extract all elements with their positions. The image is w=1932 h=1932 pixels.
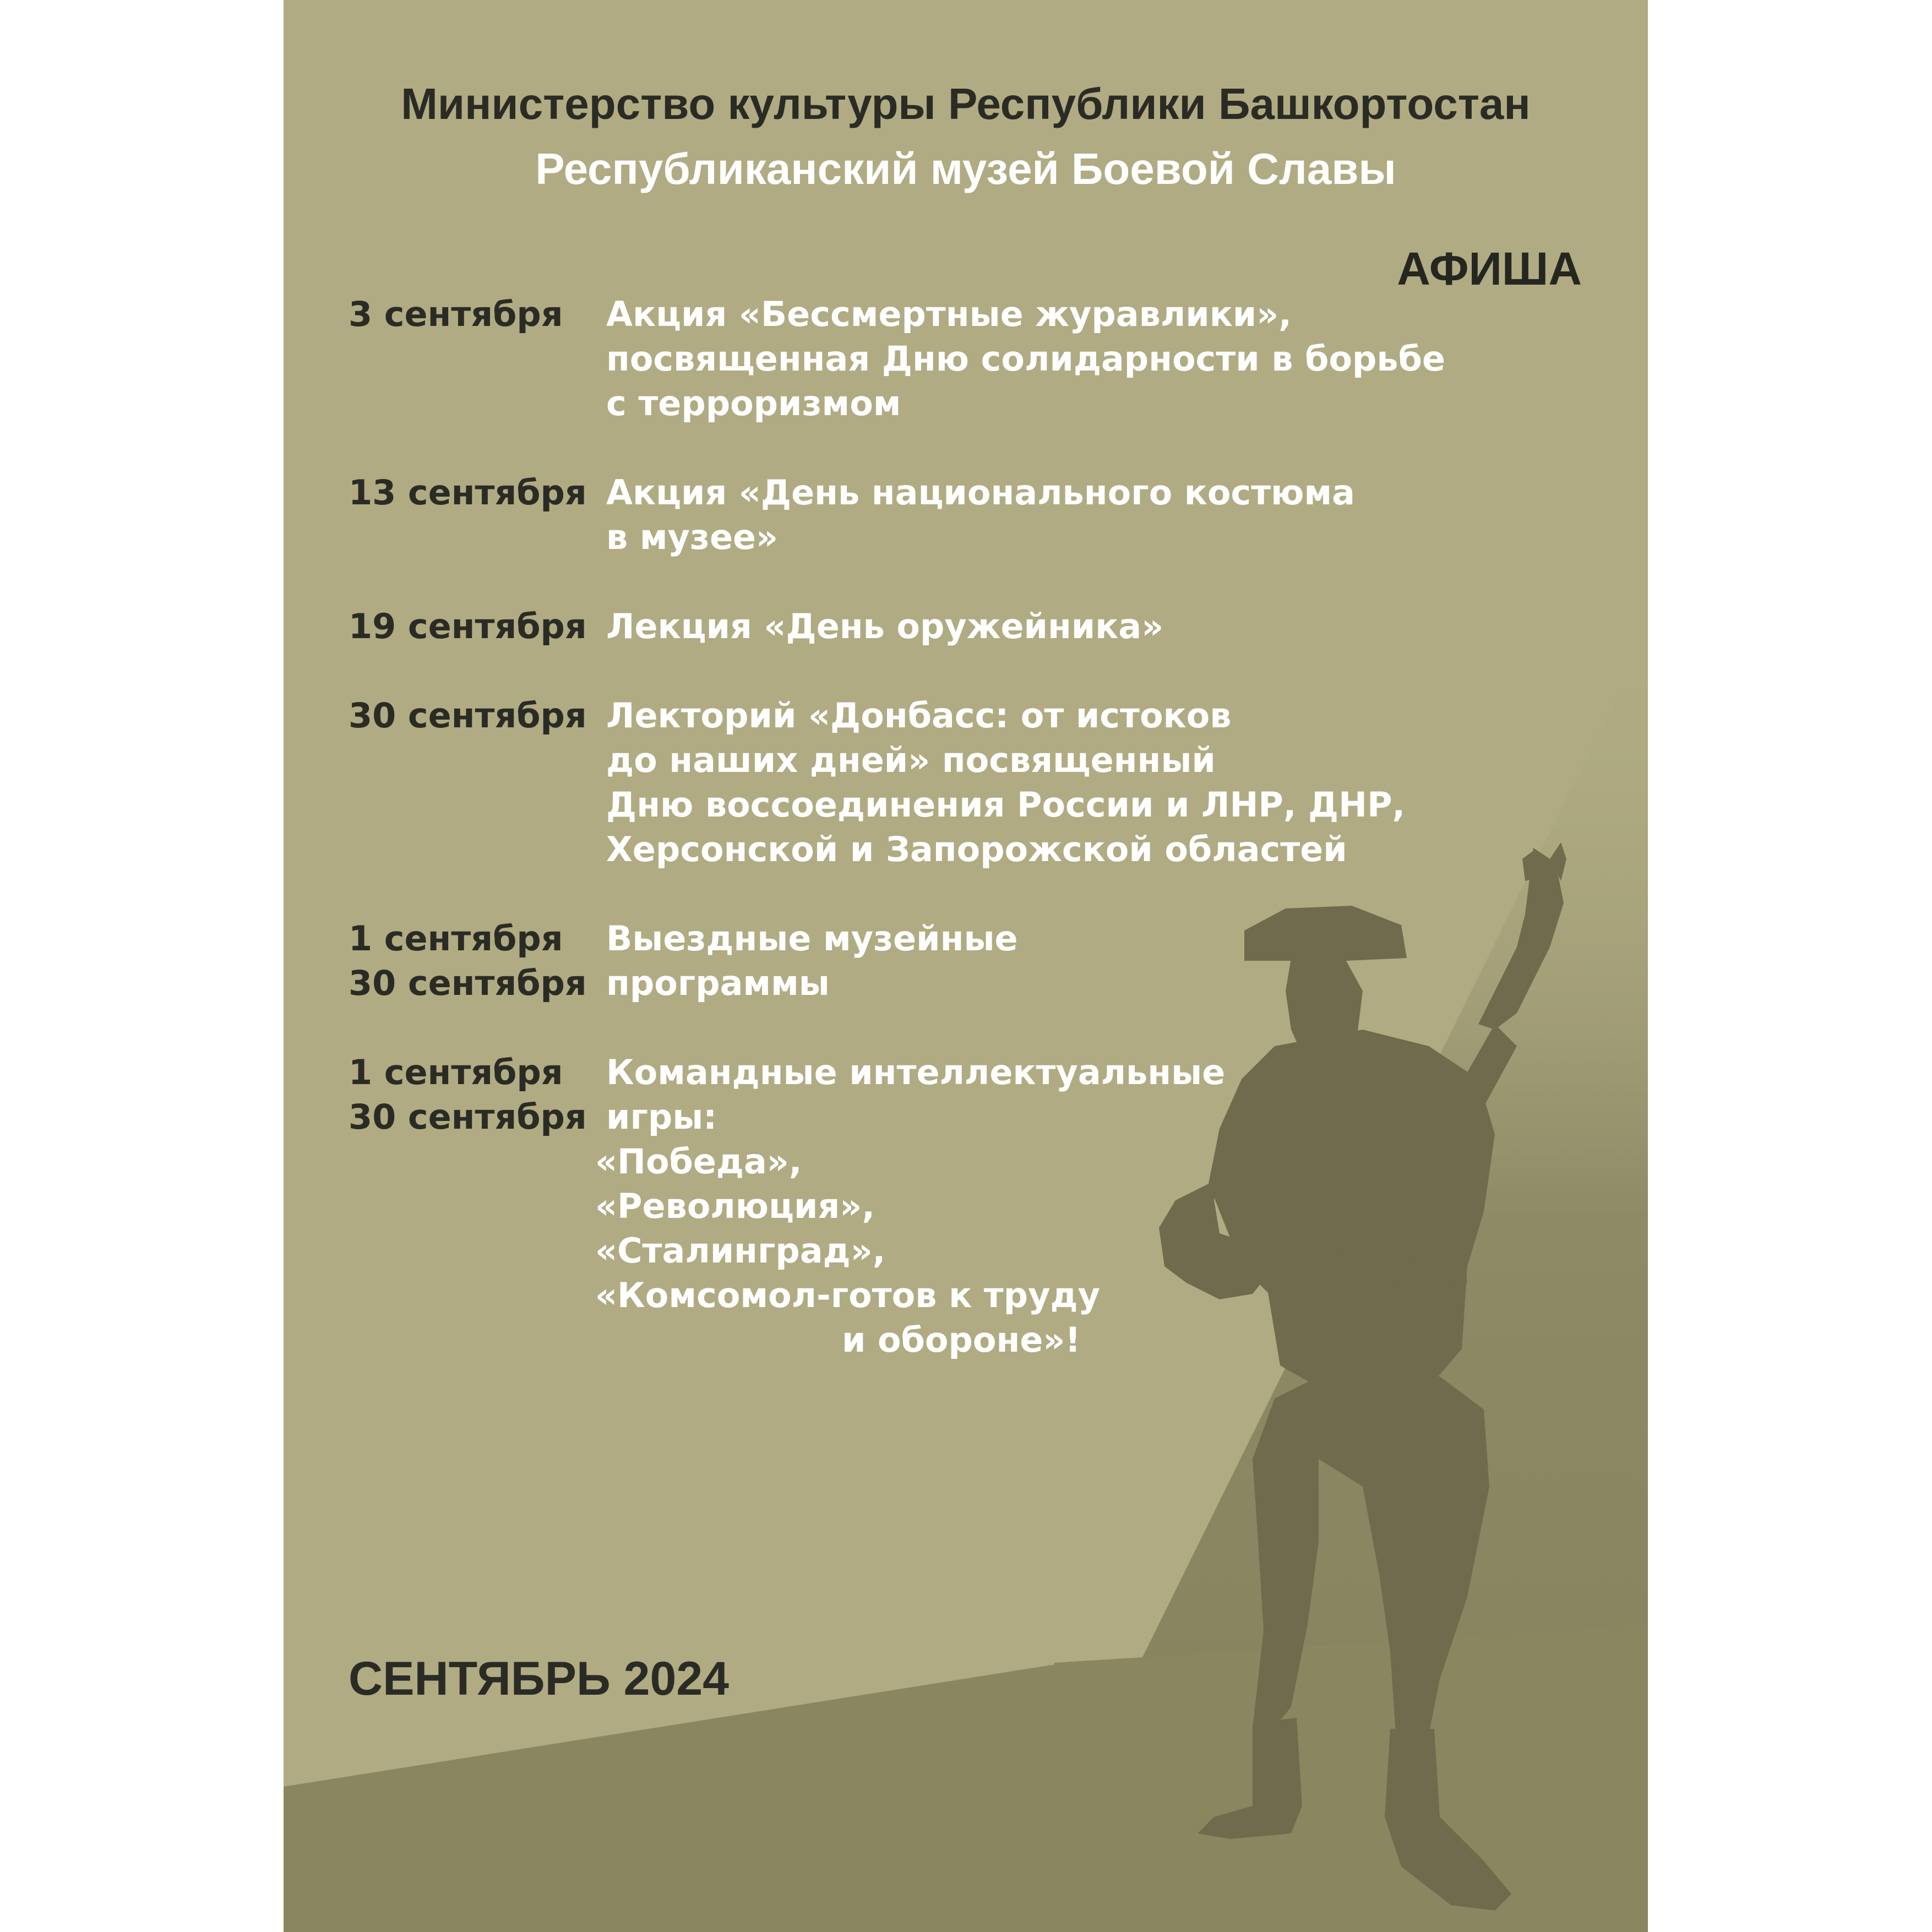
event-item <box>349 604 1445 649</box>
game-title: «Победа», <box>595 1141 802 1182</box>
event-date-line: 3 сентября <box>349 294 563 334</box>
event-text-line: Акция «Бессмертные журавлики», <box>606 294 1292 334</box>
event-text-line: в музее» <box>606 517 779 557</box>
event-date <box>349 292 606 426</box>
event-item <box>349 470 1445 559</box>
event-item <box>349 693 1445 872</box>
event-text-line: посвященная Дню солидарности в борьбе <box>606 339 1445 379</box>
event-date-line: 1 сентября <box>349 918 563 959</box>
event-date-line: 30 сентября <box>349 1097 587 1137</box>
event-description <box>606 292 1445 426</box>
event-date <box>349 693 606 872</box>
event-date <box>349 916 606 1005</box>
event-description <box>606 693 1405 872</box>
event-text-line: Командные интеллектуальные <box>606 1052 1226 1092</box>
event-text-line: Дню воссоединения России и ЛНР, ДНР, <box>606 785 1406 825</box>
event-date-line: 30 сентября <box>349 963 587 1003</box>
event-text-line: Выездные музейные <box>606 918 1018 959</box>
event-date-line: 1 сентября <box>349 1052 563 1092</box>
event-text-line: игры: <box>606 1097 717 1137</box>
poster-header <box>284 72 1648 202</box>
game-title: «Революция», <box>595 1186 875 1226</box>
afisha-title: АФИША <box>1397 243 1582 295</box>
event-text-line: до наших дней» посвященный <box>606 740 1216 780</box>
event-date <box>349 1050 606 1139</box>
ministry-title: Министерство культуры Республики Башкортостан <box>401 79 1531 128</box>
event-date-line: 13 сентября <box>349 472 587 513</box>
event-item <box>349 1050 1445 1139</box>
game-title: «Сталинград», <box>595 1231 886 1271</box>
event-text-line: Акция «День национального костюма <box>606 472 1355 513</box>
event-description <box>606 470 1355 559</box>
month-label: СЕНТЯБРЬ 2024 <box>349 1652 729 1705</box>
event-date <box>349 604 606 649</box>
event-description <box>606 1050 1225 1139</box>
event-date <box>349 470 606 559</box>
event-description <box>606 916 1018 1005</box>
event-text-line: Лекция «День оружейника» <box>606 606 1164 646</box>
event-item <box>349 292 1445 426</box>
event-date-line: 30 сентября <box>349 695 587 736</box>
event-text-line: программы <box>606 963 830 1003</box>
museum-title: Республиканский музей Боевой Славы <box>535 144 1396 193</box>
event-date-line: 19 сентября <box>349 606 587 646</box>
poster <box>284 0 1648 1932</box>
event-description <box>606 604 1163 649</box>
event-list <box>349 292 1445 1362</box>
event-text-line: Херсонской и Запорожской областей <box>606 829 1347 869</box>
game-list <box>595 1139 1445 1362</box>
event-item <box>349 916 1445 1005</box>
event-text-line: с терроризмом <box>606 383 901 423</box>
game-title: и обороне»! <box>842 1320 1081 1360</box>
event-text-line: Лекторий «Донбасс: от истоков <box>606 695 1232 736</box>
game-title: «Комсомол-готов к труду <box>595 1275 1100 1315</box>
